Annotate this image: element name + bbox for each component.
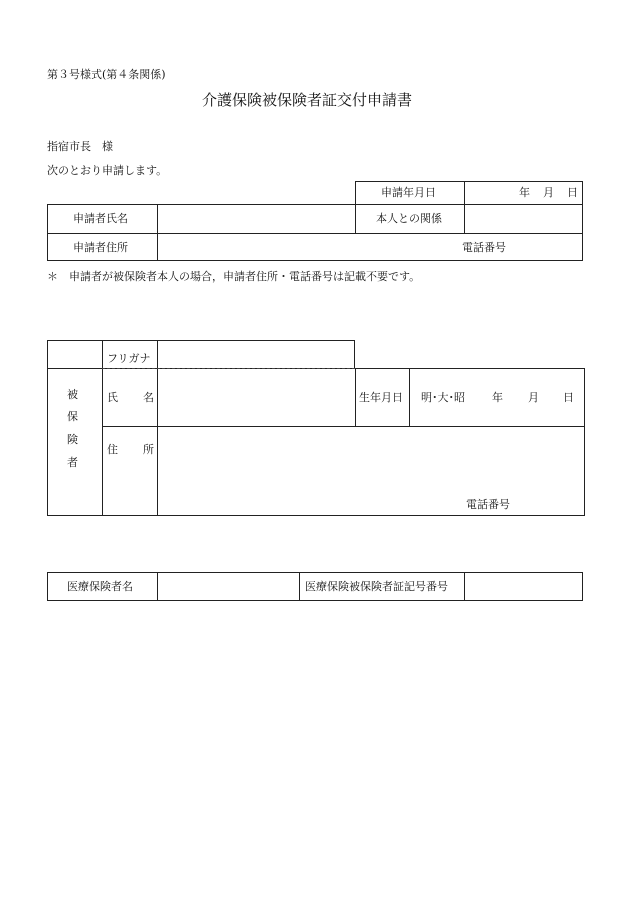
insured-name-label-1: 氏 [107, 391, 118, 404]
era-label: 明･大･昭 [421, 391, 465, 404]
insured-side-label-3: 険 [67, 433, 78, 446]
applicant-address-label: 申請者住所 [73, 241, 128, 254]
insurer-name-field[interactable] [160, 575, 296, 598]
birth-label: 生年月日 [359, 391, 403, 404]
insured-name-field[interactable] [160, 371, 352, 423]
insured-phone-label: 電話番号 [466, 498, 510, 511]
page-title: 介護保険被保険者証交付申請書 [202, 91, 413, 109]
note-text: ＊ 申請者が被保険者本人の場合，申請者住所・電話番号は記載不要です。 [47, 270, 421, 283]
insured-address-label-1: 住 [107, 443, 118, 456]
card-number-label: 医療保険被保険者証記号番号 [305, 580, 448, 593]
applicant-name-label: 申請者氏名 [73, 212, 128, 225]
date-year-label: 年 [519, 186, 530, 199]
birth-year-label: 年 [492, 391, 503, 404]
insured-side-label-2: 保 [67, 410, 78, 423]
intro-text: 次のとおり申請します。 [47, 164, 168, 177]
date-day-label: 日 [567, 186, 578, 199]
relation-field[interactable] [467, 207, 580, 230]
card-number-field[interactable] [467, 575, 580, 598]
furigana-field[interactable] [160, 343, 352, 366]
insured-name-label-2: 名 [143, 391, 154, 404]
insured-address-label-2: 所 [143, 443, 154, 456]
date-month-label: 月 [543, 186, 554, 199]
insured-address-field[interactable] [160, 429, 582, 489]
applicant-name-field[interactable] [160, 207, 352, 230]
insured-side-label-1: 被 [67, 388, 78, 401]
date-label: 申請年月日 [381, 186, 436, 199]
applicant-address-field[interactable] [160, 236, 450, 258]
birth-day-label: 日 [563, 391, 574, 404]
relation-label: 本人との関係 [376, 212, 442, 225]
furigana-label: フリガナ [107, 352, 151, 365]
form-number: 第３号様式(第４条関係) [47, 68, 166, 81]
birth-month-label: 月 [528, 391, 539, 404]
addressee: 指宿市長 様 [47, 140, 113, 153]
insurer-name-label: 医療保険者名 [67, 580, 133, 593]
applicant-phone-label: 電話番号 [462, 241, 506, 254]
insured-side-label-4: 者 [67, 456, 78, 469]
